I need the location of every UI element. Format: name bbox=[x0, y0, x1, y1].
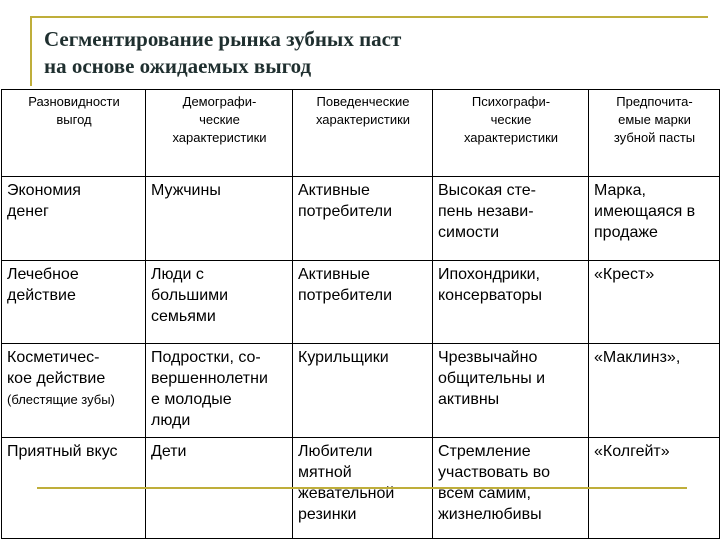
header-psychographic: Психографи- ческие характеристики bbox=[433, 90, 589, 177]
cell-behavioral: Курильщики bbox=[293, 344, 433, 438]
cell-benefit bbox=[2, 344, 146, 438]
segmentation-table bbox=[1, 89, 720, 539]
cell-benefit-text: Косметичес- кое действие bbox=[7, 349, 106, 387]
header-benefit-types: Разновидности выгод bbox=[2, 90, 146, 177]
cell-behavioral: Активные потребители bbox=[293, 177, 433, 261]
cell-demographic: Мужчины bbox=[146, 177, 293, 261]
cell-benefit-note: (блестящие зубы) bbox=[7, 392, 115, 407]
header-behavioral: Поведенческие характеристики bbox=[293, 90, 433, 177]
cell-psychographic: Ипохондрики, консерваторы bbox=[433, 261, 589, 344]
cell-brand: «Маклинз», bbox=[589, 344, 720, 438]
table-row bbox=[2, 344, 720, 438]
cell-brand: Марка, имеющаяся в продаже bbox=[589, 177, 720, 261]
cell-behavioral: Активные потребители bbox=[293, 261, 433, 344]
header-preferred-brands: Предпочита- емые марки зубной пасты bbox=[589, 90, 720, 177]
decor-line-top bbox=[30, 16, 708, 18]
header-demographic: Демографи- ческие характеристики bbox=[146, 90, 293, 177]
cell-psychographic: Чрезвычайно общительны и активны bbox=[433, 344, 589, 438]
cell-benefit: Экономия денег bbox=[2, 177, 146, 261]
cell-demographic: Люди с большими семьями bbox=[146, 261, 293, 344]
cell-brand: «Крест» bbox=[589, 261, 720, 344]
cell-psychographic: Высокая сте- пень незави- симости bbox=[433, 177, 589, 261]
table-row bbox=[2, 177, 720, 261]
cell-benefit: Лечебное действие bbox=[2, 261, 146, 344]
slide-title bbox=[44, 26, 704, 80]
cell-psychographic: Стремление участвовать во всем самим, жизнелюбивы bbox=[433, 438, 589, 539]
cell-behavioral: Любители мятной жевательной резинки bbox=[293, 438, 433, 539]
cell-demographic: Дети bbox=[146, 438, 293, 539]
cell-brand: «Колгейт» bbox=[589, 438, 720, 539]
decor-line-left bbox=[30, 16, 32, 86]
table-row bbox=[2, 261, 720, 344]
decor-line-bottom bbox=[37, 487, 687, 489]
slide-title-line-1: Сегментирование рынка зубных паст bbox=[44, 27, 402, 51]
cell-demographic: Подростки, со- вершеннолетни е молодые люди bbox=[146, 344, 293, 438]
table-header-row bbox=[2, 90, 720, 177]
cell-benefit: Приятный вкус bbox=[2, 438, 146, 539]
slide-title-line-2: на основе ожидаемых выгод bbox=[44, 54, 312, 78]
